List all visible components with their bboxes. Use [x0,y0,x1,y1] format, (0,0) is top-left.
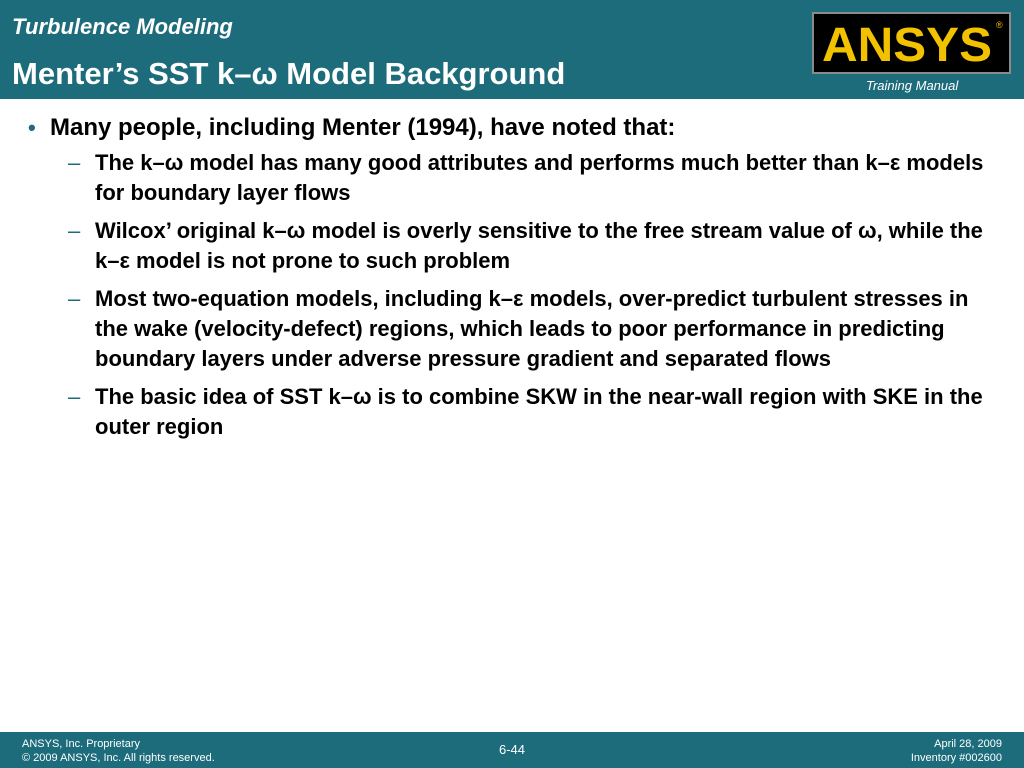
proprietary-label: ANSYS, Inc. Proprietary [22,738,140,750]
svg-text:®: ® [996,20,1003,30]
slide-title: Menter’s SST k–ω Model Background [12,56,566,91]
logo-text: ANSYS [822,19,992,72]
bullet-dot-icon: • [28,115,36,140]
dash-icon: – [68,384,81,409]
copyright-label: © 2009 ANSYS, Inc. All rights reserved. [22,752,215,764]
subbullet-item [68,216,1003,276]
dash-icon: – [68,286,81,311]
slide-content [28,112,1003,450]
bullet-item [28,112,1003,144]
inventory-label: Inventory #002600 [910,752,1002,764]
dash-icon: – [68,218,81,243]
subbullet-text: Wilcox’ original k–ω model is overly sensitive to the free stream value of ω, while the k–ε model is not prone to such problem [95,218,983,273]
footer-right [911,737,1002,765]
bullet-text: Many people, including Menter (1994), have noted that: [50,114,676,141]
header-band [0,0,1024,99]
footer-band [0,732,1024,768]
subbullet-text: The k–ω model has many good attributes and performs much better than k–ε models for boundary layer flows [95,150,984,205]
subbullet-text: The basic idea of SST k–ω is to combine SKW in the near-wall region with SKE in the outer region [95,384,983,439]
subbullet-item [68,148,1003,208]
training-manual-label: Training Manual [866,78,959,93]
subbullet-item [68,284,1003,374]
page-number: 6-44 [498,742,526,757]
course-title: Turbulence Modeling [12,14,233,39]
ansys-logo [812,12,1011,74]
subbullet-text: Most two-equation models, including k–ε models, over-predict turbulent stresses in the wake (velocity-defect) regions, which leads to poor performance in predicting boundary layers under adverse pressure gradient and separated flows [95,286,969,371]
dash-icon: – [68,150,81,175]
date-label: April 28, 2009 [934,738,1002,750]
subbullet-item [68,382,1003,442]
